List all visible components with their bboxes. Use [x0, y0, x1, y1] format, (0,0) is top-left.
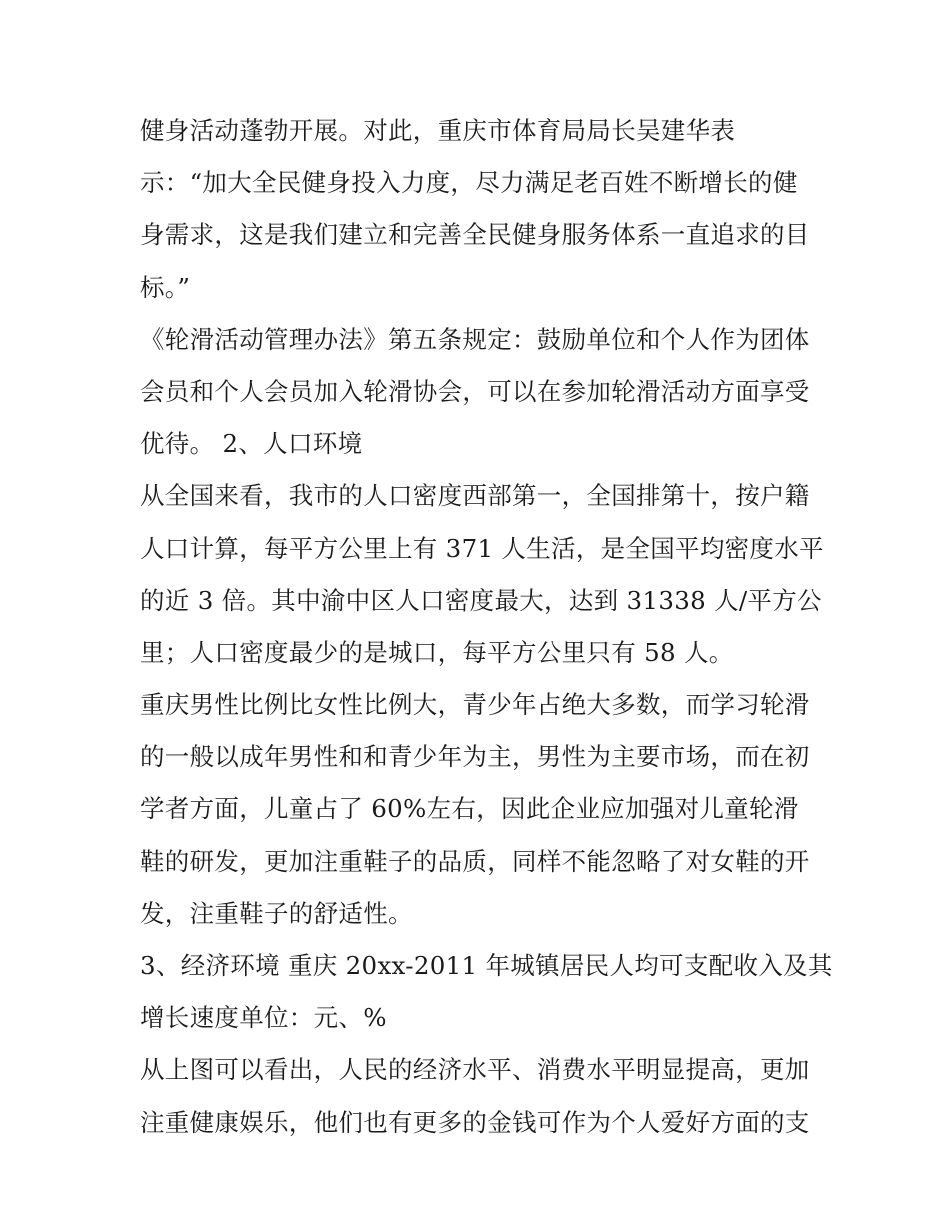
text-line: 人口计算，每平方公里上有 371 人生活，是全国平均密度水平: [140, 533, 824, 563]
text-line: 鞋的研发，更加注重鞋子的品质，同样不能忽略了对女鞋的开: [140, 846, 810, 876]
text-line: 3、经济环境 重庆 20xx-2011 年城镇居民人均可支配收入及其: [140, 951, 833, 980]
document-body: [140, 105, 833, 1149]
text-line: 示：“加大全民健身投入力度，尽力满足老百姓不断增长的健: [140, 168, 798, 198]
text-line: 里；人口密度最少的是城口，每平方公里只有 58 人。: [140, 637, 734, 667]
text-line: 健身活动蓬勃开展。对此，重庆市体育局局长吴建华表: [140, 116, 736, 145]
text-line: 会员和个人会员加入轮滑协会，可以在参加轮滑活动方面享受: [140, 376, 810, 406]
text-line: 从全国来看，我市的人口密度西部第一，全国排第十，按户籍: [140, 481, 810, 511]
text-line: 的近 3 倍。其中渝中区人口密度最大，达到 31338 人/平方公: [140, 585, 822, 615]
text-line: 标。”: [140, 272, 191, 302]
text-line: 优待。 2、人口环境: [140, 429, 363, 459]
text-line: 发，注重鞋子的舒适性。: [140, 898, 413, 928]
text-line: 增长速度单位：元、%: [140, 1003, 387, 1033]
text-line: 《轮滑活动管理办法》第五条规定：鼓励单位和个人作为团体: [140, 324, 810, 354]
text-line: 身需求，这是我们建立和完善全民健身服务体系一直追求的目: [140, 220, 810, 250]
text-line: 注重健康娱乐，他们也有更多的金钱可作为个人爱好方面的支: [140, 1107, 810, 1137]
text-line: 的一般以成年男性和和青少年为主，男性为主要市场，而在初: [140, 742, 810, 772]
text-line: 重庆男性比例比女性比例大，青少年占绝大多数，而学习轮滑: [140, 690, 810, 720]
text-line: 学者方面，儿童占了 60%左右，因此企业应加强对儿童轮滑: [140, 794, 799, 824]
text-line: 从上图可以看出，人民的经济水平、消费水平明显提高，更加: [140, 1055, 810, 1085]
